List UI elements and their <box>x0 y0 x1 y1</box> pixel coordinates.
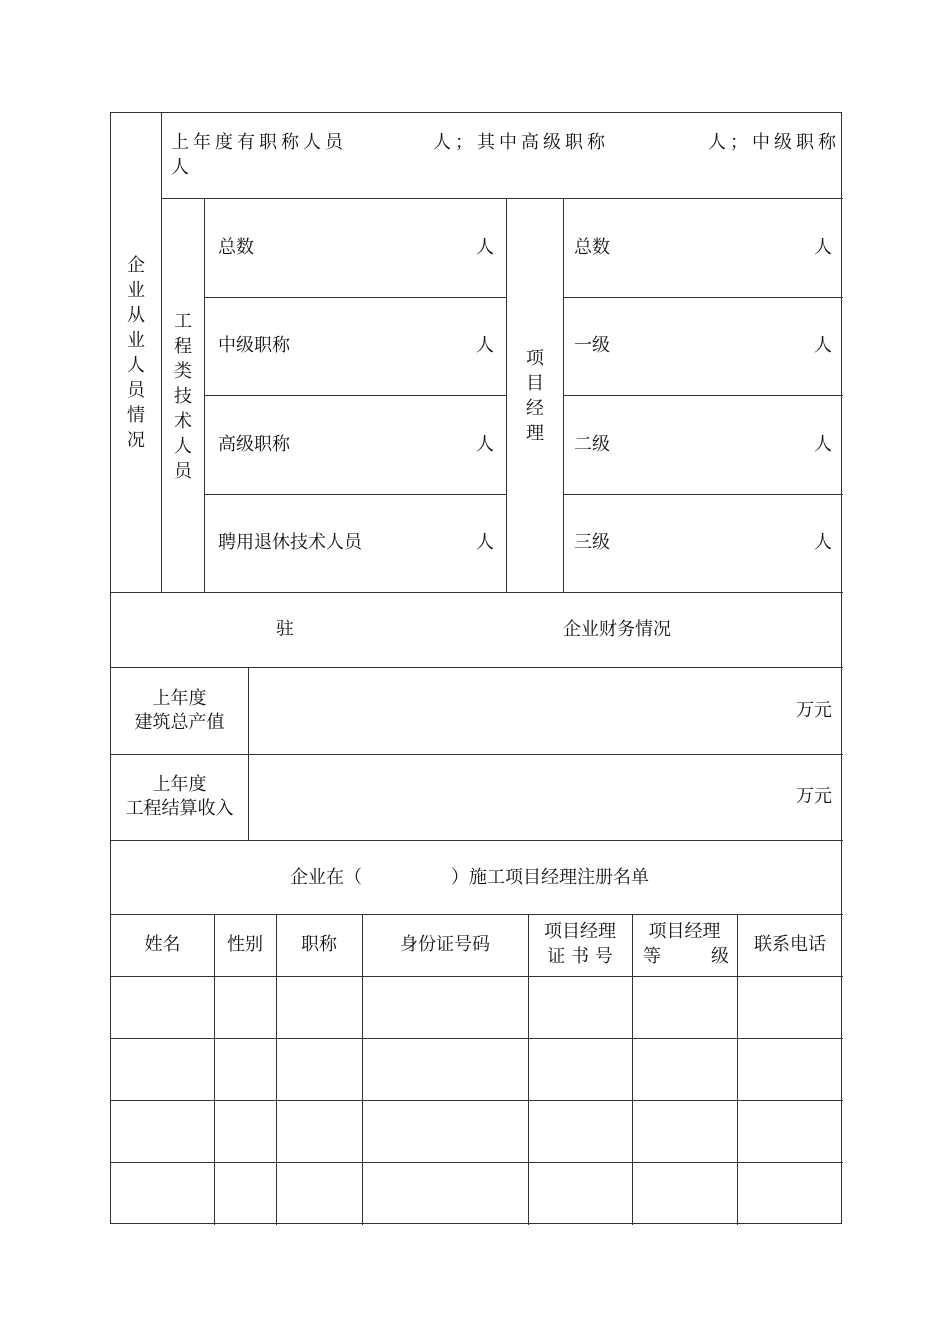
rule-pm-row-3 <box>563 494 843 495</box>
rule-after-finance-header <box>111 667 843 668</box>
rule-pm-title-right <box>563 198 564 592</box>
tech-row-senior-label: 高级职称 <box>218 434 290 455</box>
col-header-grade-line2b: 级 <box>711 946 729 967</box>
finance-row-1-unit: 万元 <box>796 700 832 721</box>
registration-title-prefix: 企业在（ <box>290 867 362 888</box>
pm-row-total-label: 总数 <box>574 237 610 258</box>
finance-row-2-unit: 万元 <box>796 786 832 807</box>
rule-after-finance-row-2 <box>111 840 843 841</box>
titled-staff-label: 上年度有职称人员 <box>171 132 347 153</box>
rule-col-cert <box>632 914 633 1225</box>
rule-tech-row-1 <box>204 297 506 298</box>
pm-row-grade2-label: 二级 <box>574 434 610 455</box>
titled-staff-unit-1: 人；其中高级职称 <box>433 132 609 153</box>
col-header-id-number: 身份证号码 <box>400 934 490 955</box>
rule-after-finance-row-1 <box>111 754 843 755</box>
col-header-name: 姓名 <box>144 934 181 955</box>
pm-row-grade2-unit: 人 <box>814 434 832 455</box>
col-header-grade-line1: 项目经理 <box>648 921 721 942</box>
finance-row-1-label-line1: 上年度 <box>152 688 207 709</box>
titled-staff-unit-3: 人 <box>171 157 189 178</box>
pm-row-total-unit: 人 <box>814 237 832 258</box>
tech-row-retired-label: 聘用退休技术人员 <box>218 532 362 553</box>
pm-row-grade3-unit: 人 <box>814 532 832 553</box>
rule-col-title <box>362 914 363 1225</box>
rule-row-1 <box>111 1038 843 1039</box>
tech-row-senior-unit: 人 <box>476 434 494 455</box>
rule-row-2 <box>111 1100 843 1101</box>
tech-staff-title: 工程类技术人员 <box>174 311 192 482</box>
tech-row-mid-label: 中级职称 <box>218 335 290 356</box>
tech-row-total-label: 总数 <box>218 237 254 258</box>
rule-after-registration-title <box>111 914 843 915</box>
tech-row-retired-unit: 人 <box>476 532 494 553</box>
pm-row-grade1-unit: 人 <box>814 335 832 356</box>
rule-col-gender <box>276 914 277 1225</box>
finance-header-left: 驻 <box>276 619 294 640</box>
tech-row-total-unit: 人 <box>476 237 494 258</box>
registration-title-suffix: ）施工项目经理注册名单 <box>451 867 649 888</box>
finance-header-right: 企业财务情况 <box>563 619 671 640</box>
rule-col-grade <box>737 914 738 1225</box>
rule-after-titled-line <box>161 198 843 199</box>
enterprise-form <box>110 112 842 1224</box>
rule-pm-title-left <box>506 198 507 592</box>
rule-after-header-row <box>111 976 843 977</box>
col-header-gender: 性别 <box>227 934 263 955</box>
rule-tech-row-2 <box>204 395 506 396</box>
finance-row-2-label-line2: 工程结算收入 <box>125 798 234 819</box>
col-header-cert-line2: 证 书 号 <box>547 946 613 967</box>
rule-col-name <box>214 914 215 1225</box>
col-header-cert-line1: 项目经理 <box>544 921 616 942</box>
titled-staff-unit-2: 人；中级职称 <box>708 132 840 153</box>
col-header-phone: 联系电话 <box>754 934 826 955</box>
col-header-title: 职称 <box>301 934 337 955</box>
rule-finance-label-col <box>248 667 249 840</box>
rule-after-staff <box>111 592 843 593</box>
rule-staff-title-col <box>161 113 162 592</box>
finance-row-2-label-line1: 上年度 <box>152 774 207 795</box>
project-manager-title: 项目经理 <box>526 348 544 444</box>
col-header-grade-line2a: 等 <box>643 946 661 967</box>
rule-tech-row-3 <box>204 494 506 495</box>
rule-pm-row-1 <box>563 297 843 298</box>
pm-row-grade3-label: 三级 <box>574 532 610 553</box>
finance-row-1-label-line2: 建筑总产值 <box>134 712 225 733</box>
staff-section-title: 企业从业人员情况 <box>127 255 145 451</box>
pm-row-grade1-label: 一级 <box>574 335 610 356</box>
tech-row-mid-unit: 人 <box>476 335 494 356</box>
rule-pm-row-2 <box>563 395 843 396</box>
rule-tech-title-col <box>204 198 205 592</box>
rule-row-3 <box>111 1162 843 1163</box>
